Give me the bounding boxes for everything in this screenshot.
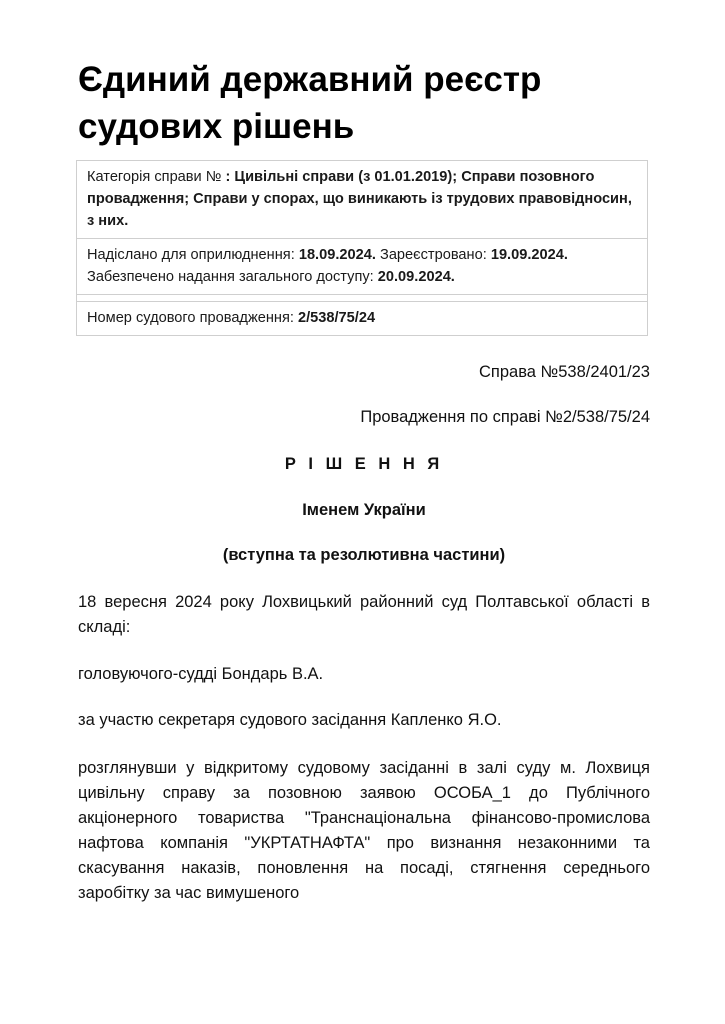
- access-label: Забезпечено надання загального доступу:: [87, 269, 374, 285]
- paragraph-secretary: за участю секретаря судового засідання Капленко Я.О.: [78, 711, 502, 729]
- title-line-1: Єдиний державний реєстр: [78, 60, 542, 99]
- meta-divider: [77, 295, 647, 302]
- paragraph-presiding-judge: головуючого-судді Бондарь В.А.: [78, 665, 324, 683]
- sent-label: Надіслано для оприлюднення:: [87, 247, 295, 263]
- decision-heading: Р І Ш Е Н Н Я: [284, 455, 444, 473]
- dates-row: [77, 239, 647, 295]
- category-label: Категорія справи №: [87, 169, 222, 185]
- paragraph-case-description: розглянувши у відкритому судовому засіданні в залі суду м. Лохвиця цивільну справу за позовною заявою ОСОБА_1 до Публічного акціонерного товариства "Транснаціональна фінансово-промислова нафтова компанія "УКРТАТНАФТА" про визнання незаконними та скасування наказів, поновлення на посаді, стягнення середнього заробітку за час вимушеного: [78, 759, 650, 902]
- proceeding-reference: Провадження по справі №2/538/75/24: [360, 408, 650, 426]
- registered-label: Зареєстровано:: [380, 247, 487, 263]
- parts-heading: (вступна та резолютивна частини): [222, 546, 506, 564]
- access-date: 20.09.2024.: [377, 269, 455, 285]
- paragraph-court-composition: 18 вересня 2024 року Лохвицький районний суд Полтавської області в складі:: [78, 593, 650, 636]
- page-title: [78, 56, 658, 150]
- sent-date: 18.09.2024.: [298, 247, 376, 263]
- proceeding-number: 2/538/75/24: [297, 310, 376, 326]
- category-row: Категорія справи № : Цивільні справи (з 01.01.2019); Справи позовного провадження; Справи у спорах, що виникають із трудових правовідносин, з них.: [77, 161, 647, 239]
- proceeding-label: Номер судового провадження:: [87, 310, 294, 326]
- case-metadata-box: [76, 160, 648, 336]
- in-name-heading: Іменем України: [302, 501, 426, 519]
- case-number: Справа №538/2401/23: [478, 363, 650, 381]
- category-value: Цивільні справи (з 01.01.2019); Справи позовного провадження; Справи у спорах, що виникають із трудових правовідносин, з них.: [87, 169, 632, 229]
- proceeding-row: [77, 302, 647, 335]
- registered-date: 19.09.2024.: [490, 247, 568, 263]
- title-line-2: судових рішень: [78, 107, 355, 146]
